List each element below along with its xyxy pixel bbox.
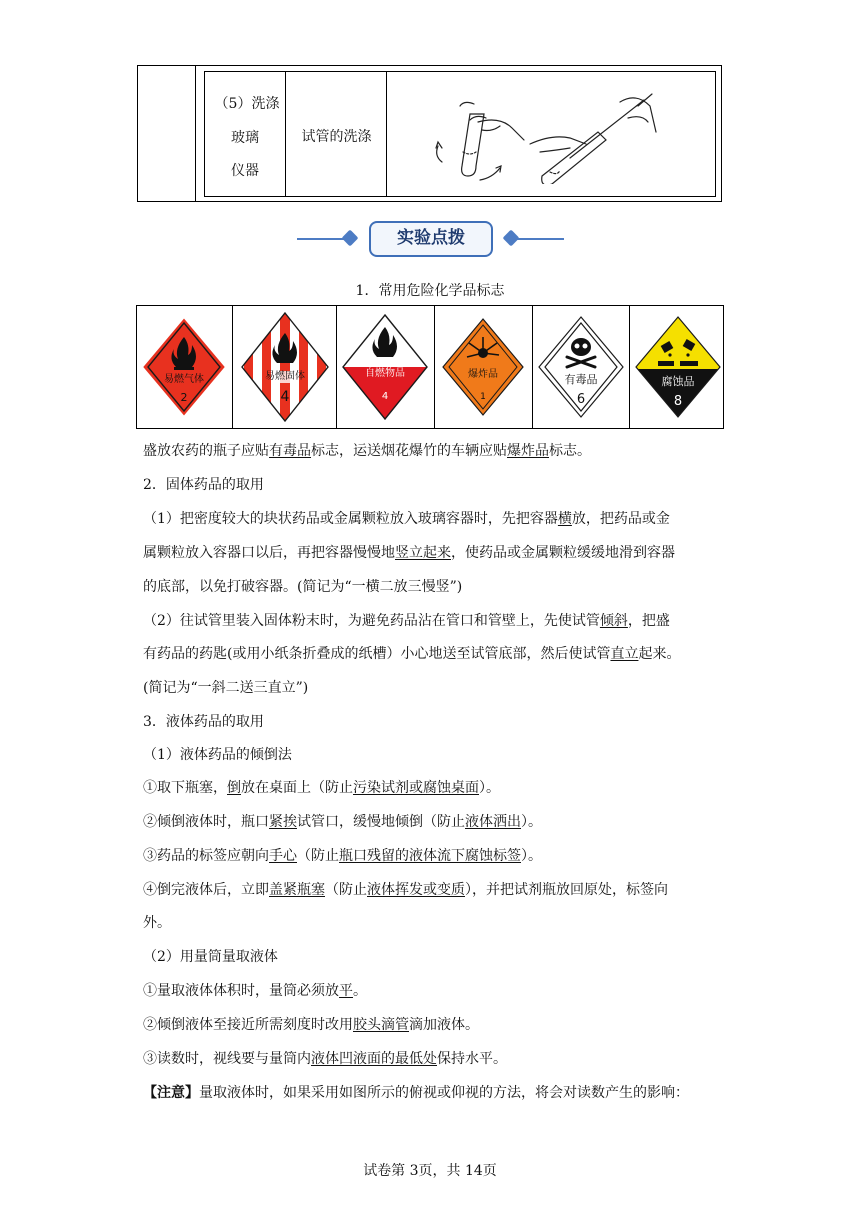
hazard-label: 自燃物品 — [365, 368, 405, 379]
p3a-item4 — [143, 879, 668, 899]
text-run: 。 — [353, 983, 367, 999]
answer: 紧挨 — [269, 814, 297, 830]
procedure-table-left-column — [137, 65, 196, 202]
hazard-label: 有毒品 — [564, 373, 598, 386]
p2a-line3: 的底部，以免打破容器。(简记为“一横二放三慢竖”) — [143, 579, 463, 595]
hazard-number: 8 — [673, 394, 683, 409]
toxic-sign-icon — [537, 309, 625, 425]
answer: 液体挥发或变质 — [367, 882, 465, 898]
text-run: ①取下瓶塞， — [143, 780, 227, 796]
hazard-divider — [532, 305, 533, 429]
p3a-item3 — [143, 845, 542, 865]
answer: 倒 — [227, 780, 241, 796]
section2-title: 2．固体药品的取用 — [143, 477, 264, 493]
answer: 液体凹液面的最低处 — [311, 1051, 437, 1067]
answer: 平 — [339, 983, 353, 999]
text-run: ，使药品或金属颗粒缓缓地滑到容器 — [451, 545, 675, 561]
p3a-item1 — [143, 777, 500, 797]
answer: 手心 — [269, 848, 297, 864]
answer-explosive: 爆炸品 — [507, 443, 549, 459]
text-run: 放在桌面上（防止 — [241, 780, 353, 796]
p2b-line3: (简记为“一斜二送三直立”) — [143, 680, 309, 696]
text-run: 盛放农药的瓶子应贴 — [143, 443, 269, 459]
answer-stand-up: 竖立起来 — [395, 545, 451, 561]
flammable-solid-sign-icon — [238, 309, 332, 425]
section3-title: 3．液体药品的取用 — [143, 714, 264, 730]
hazard-label: 易燃气体 — [164, 374, 204, 385]
p3a-title: （1）液体药品的倾倒法 — [143, 747, 292, 763]
note-text: 量取液体时，如果采用如图所示的俯视或仰视的方法，将会对读数产生的影响： — [199, 1085, 689, 1101]
text-run: 滴加液体。 — [409, 1017, 479, 1033]
text-run: （防止 — [297, 848, 339, 864]
answer: 盖紧瓶塞 — [269, 882, 325, 898]
answer: 污染试剂或腐蚀桌面 — [353, 780, 479, 796]
spontaneous-combustion-sign-icon — [341, 309, 429, 425]
step-name: 试管的洗涤 — [301, 129, 372, 145]
corrosive-sign-icon — [634, 309, 722, 425]
p2a-line2 — [143, 542, 675, 562]
text-run: ②倾倒液体时，瓶口 — [143, 814, 269, 830]
answer-horizontal: 横 — [557, 511, 572, 527]
hazard-number: 6 — [576, 392, 586, 407]
page-footer: 试卷第 3页，共 14页 — [363, 1163, 497, 1179]
banner-line-right — [514, 238, 564, 240]
text-run: 标志，运送烟花爆竹的车辆应贴 — [311, 443, 507, 459]
hazard-number: 4 — [280, 389, 290, 405]
hazard-label: 腐蚀品 — [661, 375, 695, 388]
text-run: ②倾倒液体至接近所需刻度时改用 — [143, 1017, 353, 1033]
hazard-number: 1 — [480, 392, 486, 402]
text-run: ①量取液体体积时，量筒必须放 — [143, 983, 339, 999]
banner-line-left — [297, 238, 347, 240]
hazard-divider — [336, 305, 337, 429]
hazard-label: 易燃固体 — [265, 371, 305, 382]
text-run: 起来。 — [638, 646, 681, 662]
note-line — [143, 1082, 689, 1102]
p3b-item2 — [143, 1014, 479, 1034]
p3b-item3 — [143, 1048, 507, 1068]
answer-upright: 直立 — [610, 646, 639, 662]
p3b-item1 — [143, 980, 367, 1000]
text-run: ）。 — [479, 780, 500, 796]
text-run: （1）把密度较大的块状药品或金属颗粒放入玻璃容器时，先把容器 — [143, 511, 558, 527]
text-run: 保持水平。 — [437, 1051, 507, 1067]
text-run: 属颗粒放入容器口以后，再把容器慢慢地 — [143, 545, 395, 561]
p1-sentence — [143, 440, 591, 460]
text-run: （防止 — [325, 882, 367, 898]
text-run: 放，把药品或金 — [571, 511, 670, 527]
answer: 液体洒出 — [465, 814, 521, 830]
p3a-item4-cont: 外。 — [143, 915, 171, 931]
answer: 胶头滴管 — [353, 1017, 409, 1033]
answer-tilt: 倾斜 — [599, 613, 628, 629]
banner-title: 实验点拨 — [397, 228, 465, 248]
text-run: 试管口，缓慢地倾倒（防止 — [297, 814, 465, 830]
explosive-sign-icon — [439, 309, 527, 425]
banner-diamond-left — [342, 230, 359, 247]
flammable-gas-sign-icon — [140, 309, 228, 425]
p2a-line1 — [143, 508, 670, 528]
hazard-divider — [434, 305, 435, 429]
text-run: ③读数时，视线要与量筒内 — [143, 1051, 311, 1067]
step-label-line1: （5）洗涤 — [214, 96, 280, 112]
text-run: （2）往试管里装入固体粉末时，为避免药品沾在管口和管壁上，先使试管 — [143, 613, 600, 629]
hazard-number: 4 — [381, 391, 389, 402]
section1-title: 1．常用危险化学品标志 — [355, 283, 505, 299]
answer: 瓶口残留的液体流下腐蚀标签 — [339, 848, 521, 864]
text-run: ），并把试剂瓶放回原处，标签向 — [465, 882, 668, 898]
answer-toxic: 有毒品 — [269, 443, 311, 459]
hazard-divider — [232, 305, 233, 429]
p2b-line1 — [143, 610, 670, 630]
note-label: 【注意】 — [143, 1085, 199, 1101]
text-run: 有药品的药匙(或用小纸条折叠成的纸槽）小心地送至试管底部，然后使试管 — [143, 646, 611, 662]
text-run: ）。 — [521, 848, 542, 864]
p2b-line2 — [143, 643, 680, 663]
hazard-label: 爆炸品 — [468, 369, 498, 380]
text-run: 标志。 — [549, 443, 591, 459]
step-label-line3: 仪器 — [231, 163, 259, 179]
test-tube-washing-illustration — [430, 92, 660, 184]
text-run: ③药品的标签应朝向 — [143, 848, 269, 864]
hazard-divider — [629, 305, 630, 429]
p3a-item2 — [143, 811, 542, 831]
step-label-line2: 玻璃 — [231, 130, 259, 146]
hazard-number: 2 — [180, 391, 188, 404]
p3b-title: （2）用量筒量取液体 — [143, 949, 278, 965]
text-run: ，把盛 — [627, 613, 670, 629]
text-run: ④倒完液体后，立即 — [143, 882, 269, 898]
text-run: ）。 — [521, 814, 542, 830]
